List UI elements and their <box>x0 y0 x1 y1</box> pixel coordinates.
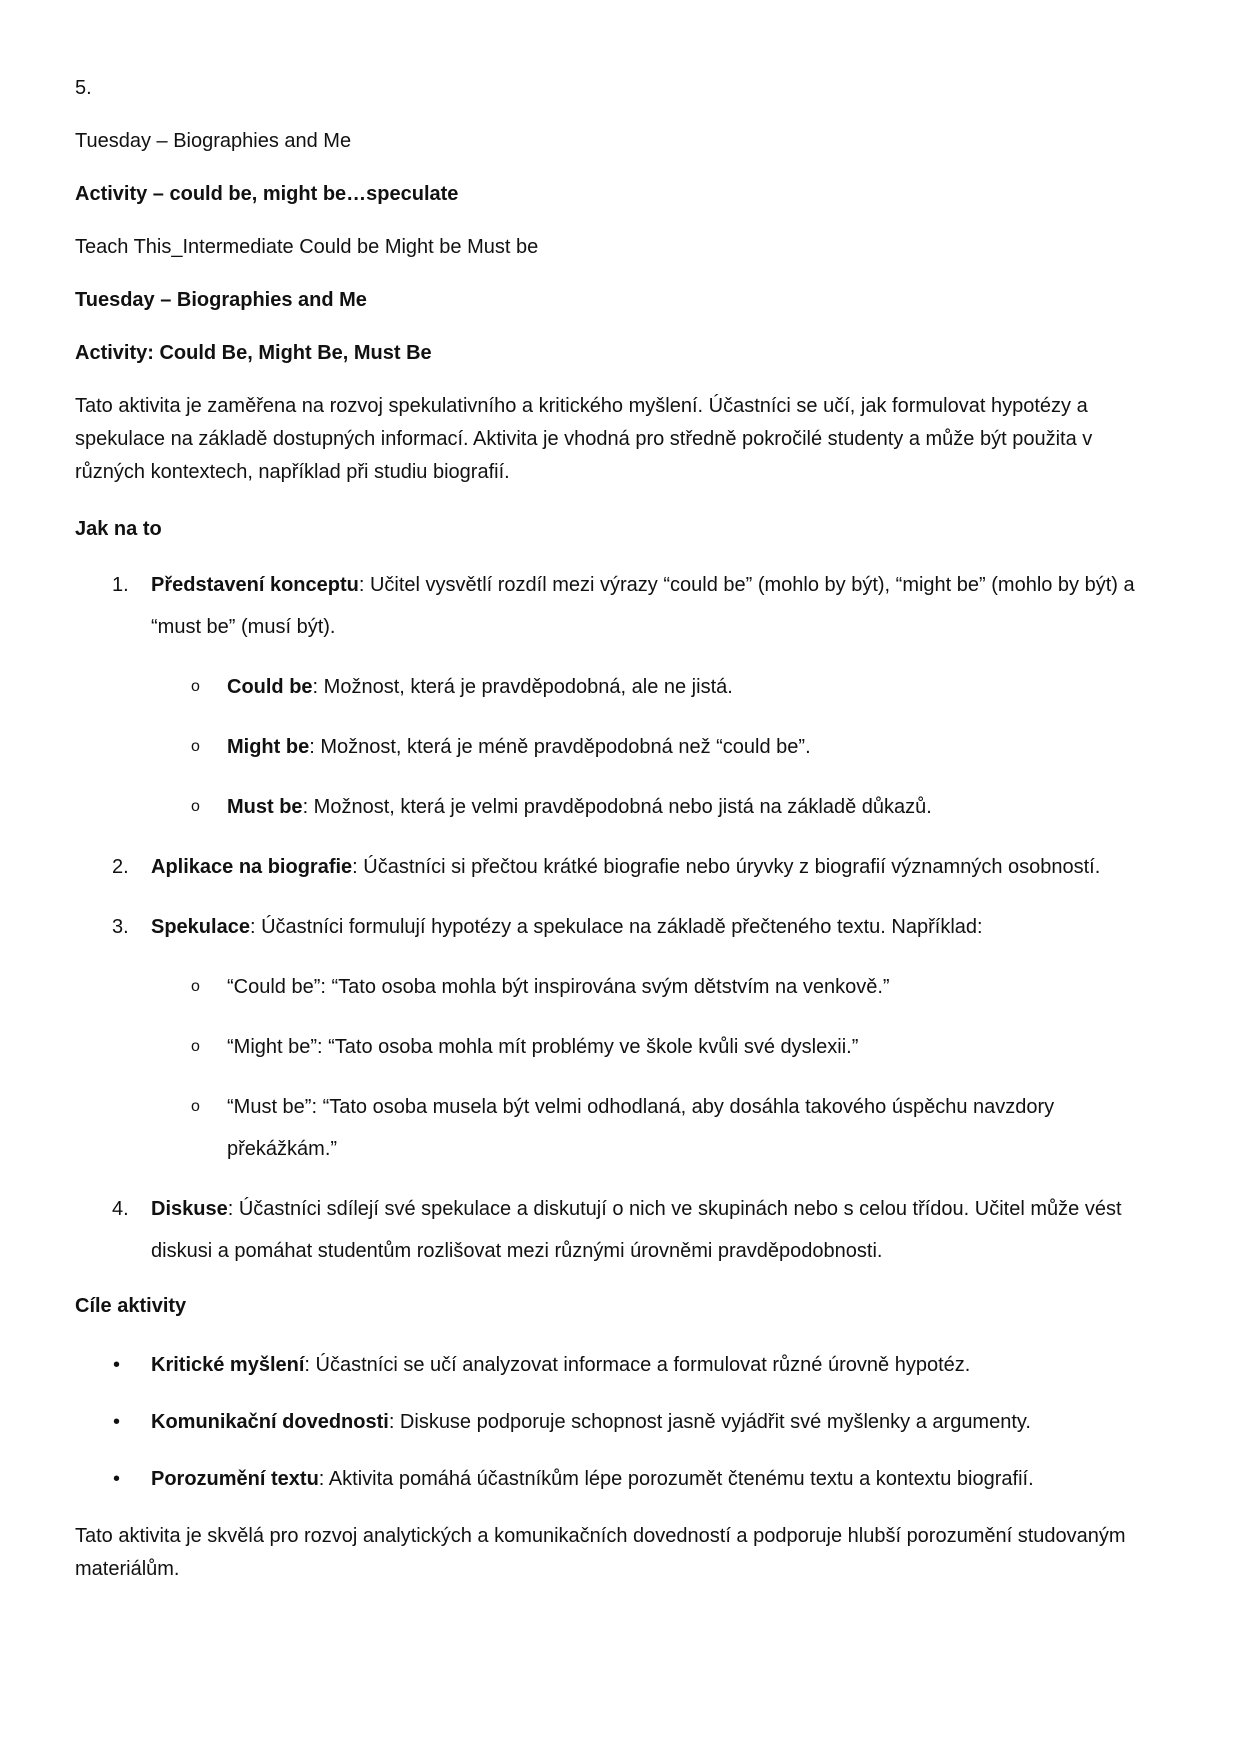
step-number: 1. <box>112 574 129 596</box>
goal-term: Kritické myšlení <box>151 1354 305 1376</box>
step-item <box>75 906 1141 1170</box>
day-title: Tuesday – Biographies and Me <box>75 130 352 152</box>
circle-bullet-icon: o <box>191 1038 200 1055</box>
sub-item <box>151 1086 1141 1170</box>
activity-heading: Activity – could be, might be…speculate <box>75 183 459 205</box>
goals-heading: Cíle aktivity <box>75 1295 187 1317</box>
step-term: Aplikace na biografie <box>151 856 353 878</box>
sub-item <box>151 726 1141 768</box>
intro-paragraph: Tato aktivita je zaměřena na rozvoj spekulativního a kritického myšlení. Účastníci se učí, jak formulovat hypotézy a spekulace na základě dostupných informací. Aktivita je vhodná pro středně pokročilé studenty a může být použita v různých kontextech, například při studiu biografií. <box>75 395 1093 483</box>
sub-item <box>151 1026 1141 1068</box>
step-text: : Účastníci sdílejí své spekulace a diskutují o nich ve skupinách nebo s celou třídou. Učitel může vést diskusi a pomáhat studentům rozlišovat mezi různými úrovněmi pravděpodobnosti. <box>151 1198 1122 1262</box>
goal-text: : Diskuse podporuje schopnost jasně vyjádřit své myšlenky a argumenty. <box>388 1411 1031 1433</box>
sub-item <box>151 786 1141 828</box>
step-item <box>75 1188 1141 1272</box>
step-term: Diskuse <box>151 1198 228 1220</box>
sub-text: : Možnost, která je pravděpodobná, ale ne jistá. <box>312 676 733 698</box>
goal-item <box>75 1349 1141 1382</box>
sub-text: : Možnost, která je velmi pravděpodobná nebo jistá na základě důkazů. <box>302 796 932 818</box>
step-term: Představení konceptu <box>151 574 359 596</box>
goals-list <box>75 1349 1141 1496</box>
conclusion-paragraph: Tato aktivita je skvělá pro rozvoj analytických a komunikačních dovedností a podporuje hlubší porozumění studovaným materiálům. <box>75 1525 1126 1580</box>
bullet-icon: • <box>113 1411 121 1433</box>
step-number: 2. <box>112 856 129 878</box>
step-text: : Učitel vysvětlí rozdíl mezi výrazy “could be” (mohlo by být), “might be” (mohlo by být) a “must be” (musí být). <box>151 574 1135 638</box>
sub-list <box>151 666 1141 828</box>
section-number: 5. <box>75 77 92 99</box>
sub-text: “Might be”: “Tato osoba mohla mít problémy ve škole kvůli své dyslexii.” <box>227 1036 859 1058</box>
circle-bullet-icon: o <box>191 978 200 995</box>
sub-term: Must be <box>227 796 303 818</box>
sub-term: Could be <box>227 676 313 698</box>
sub-text: : Možnost, která je méně pravděpodobná než “could be”. <box>309 736 811 758</box>
steps-list <box>75 564 1141 1272</box>
activity-title: Activity: Could Be, Might Be, Must Be <box>75 342 432 364</box>
day-title-bold: Tuesday – Biographies and Me <box>75 289 367 311</box>
goal-item <box>75 1406 1141 1439</box>
goal-term: Porozumění textu <box>151 1468 319 1490</box>
circle-bullet-icon: o <box>191 1098 200 1115</box>
circle-bullet-icon: o <box>191 678 200 695</box>
step-item <box>75 846 1141 888</box>
source-reference: Teach This_Intermediate Could be Might be Must be <box>75 236 539 258</box>
sub-list <box>151 966 1141 1170</box>
goal-text: : Účastníci se učí analyzovat informace a formulovat různé úrovně hypotéz. <box>304 1354 971 1376</box>
step-text: : Účastníci si přečtou krátké biografie nebo úryvky z biografií významných osobností. <box>352 856 1101 878</box>
sub-item <box>151 666 1141 708</box>
circle-bullet-icon: o <box>191 798 200 815</box>
circle-bullet-icon: o <box>191 738 200 755</box>
bullet-icon: • <box>113 1468 121 1490</box>
sub-term: Might be <box>227 736 310 758</box>
goal-item <box>75 1463 1141 1496</box>
sub-item <box>151 966 1141 1008</box>
step-number: 4. <box>112 1198 129 1220</box>
step-text: : Účastníci formulují hypotézy a spekulace na základě přečteného textu. Například: <box>249 916 983 938</box>
goal-term: Komunikační dovednosti <box>151 1411 389 1433</box>
bullet-icon: • <box>113 1354 121 1376</box>
step-term: Spekulace <box>151 916 250 938</box>
goal-text: : Aktivita pomáhá účastníkům lépe porozumět čtenému textu a kontextu biografií. <box>318 1468 1034 1490</box>
sub-text: “Could be”: “Tato osoba mohla být inspirována svým dětstvím na venkově.” <box>227 976 890 998</box>
how-to-heading: Jak na to <box>75 518 162 540</box>
step-number: 3. <box>112 916 129 938</box>
sub-text: “Must be”: “Tato osoba musela být velmi odhodlaná, aby dosáhla takového úspěchu navzdory překážkám.” <box>227 1096 1055 1160</box>
step-item <box>75 564 1141 828</box>
